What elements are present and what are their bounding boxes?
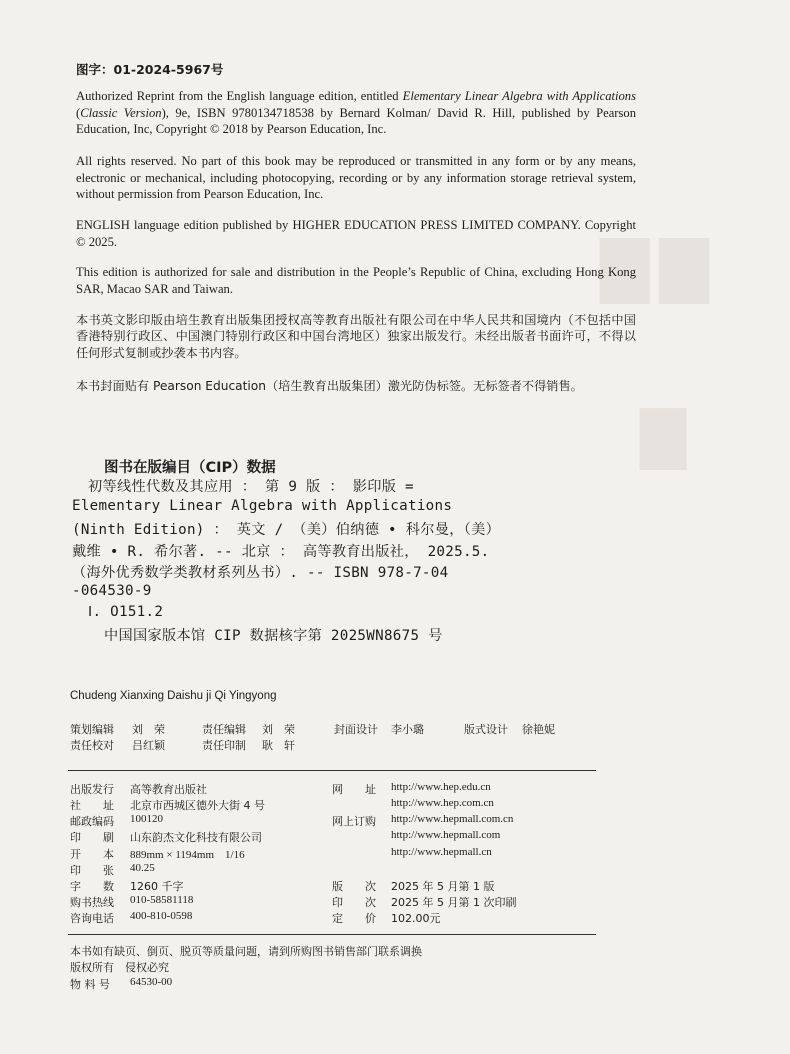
info-value: 1260 千字: [130, 880, 184, 893]
cip-classification: Ⅰ. O151.2: [88, 604, 164, 620]
show-through-shadow: ▇▇: [600, 230, 719, 304]
material-label: 物 料 号: [70, 978, 110, 991]
info-value: 40.25: [130, 862, 155, 874]
staff-name: 徐艳妮: [522, 723, 555, 736]
chinese-authorization-notice: 本书英文影印版由培生教育出版集团授权高等教育出版社有限公司在中华人民共和国境内（不包括中国香港特别行政区、中国澳门特别行政区和中国台湾地区）独家出版发行。未经出版者书面许可，不得以任何形式复制或抄袭本书内容。: [76, 313, 636, 360]
cip-line: Elementary Linear Algebra with Applications: [72, 498, 453, 514]
order-link[interactable]: http://www.hepmall.cn: [391, 846, 492, 858]
cip-data-number: 中国国家版本馆 CIP 数据核字第 2025WN8675 号: [104, 628, 443, 644]
online-order-label: 网上订购: [332, 815, 376, 828]
order-link[interactable]: http://www.hepmall.com.cn: [391, 813, 514, 825]
website-label: 网 址: [332, 783, 376, 796]
website-link[interactable]: http://www.hep.com.cn: [391, 797, 494, 809]
laser-label-notice: 本书封面贴有 Pearson Education（培生教育出版集团）激光防伪标签。无标签者不得销售。: [76, 379, 583, 393]
edition-value: 2025 年 5 月第 1 版: [391, 880, 495, 893]
order-link[interactable]: http://www.hepmall.com: [391, 829, 501, 841]
printing-value: 2025 年 5 月第 1 次印刷: [391, 896, 517, 909]
cip-line: -064530-9: [72, 583, 152, 599]
divider: [68, 770, 596, 771]
info-value: 889mm × 1194mm 1/16: [130, 849, 245, 861]
info-label: 咨询电话: [70, 912, 114, 925]
staff-role: 责任校对: [70, 739, 114, 752]
info-value: 山东韵杰文化科技有限公司: [130, 831, 262, 844]
staff-name: 刘 荣: [132, 723, 165, 736]
defect-notice: 本书如有缺页、倒页、脱页等质量问题，请到所购图书销售部门联系调换: [70, 945, 422, 958]
pinyin-title: Chudeng Xianxing Daishu ji Qi Yingyong: [70, 690, 277, 702]
info-value: 100120: [130, 813, 163, 825]
divider: [68, 934, 596, 935]
staff-role: 封面设计: [334, 723, 378, 736]
staff-role: 版式设计: [464, 723, 508, 736]
edition-label: 版 次: [332, 880, 376, 893]
info-value: 400-810-0598: [130, 910, 193, 922]
staff-role: 策划编辑: [70, 723, 114, 736]
info-label: 邮政编码: [70, 815, 114, 828]
info-label: 出版发行: [70, 783, 114, 796]
price-label: 定 价: [332, 912, 376, 925]
info-label: 社 址: [70, 799, 114, 812]
printing-label: 印 次: [332, 896, 376, 909]
staff-role: 责任编辑: [202, 723, 246, 736]
english-edition-statement: ENGLISH language edition published by HIGHER EDUCATION PRESS LIMITED COMPANY. Copyright © 2025.: [76, 218, 636, 249]
show-through-shadow: ▇: [640, 400, 687, 470]
info-value: 010-58581118: [130, 894, 194, 906]
rights-reserved-statement: All rights reserved. No part of this book may be reproduced or transmitted in any form or by any means, electronic or mechanical, including photocopying, recording or by any information storage retrieval system, without permission from Pearson Education, Inc.: [76, 154, 636, 202]
staff-name: 耿 轩: [262, 739, 295, 752]
info-label: 印 刷: [70, 831, 114, 844]
info-label: 印 张: [70, 864, 114, 877]
info-value: 高等教育出版社: [130, 783, 207, 796]
staff-name: 李小璐: [391, 723, 424, 736]
staff-name: 刘 荣: [262, 723, 295, 736]
cip-line: 初等线性代数及其应用 ： 第 9 版 ： 影印版 =: [88, 479, 414, 495]
info-label: 开 本: [70, 848, 114, 861]
cip-heading: 图书在版编目（CIP）数据: [104, 460, 276, 476]
copyright-notice: 版权所有 侵权必究: [70, 961, 169, 974]
registration-number: 图字：01-2024-5967号: [76, 62, 224, 77]
staff-name: 吕红颖: [132, 739, 165, 752]
material-number: 64530-00: [130, 976, 173, 988]
info-label: 购书热线: [70, 896, 114, 909]
cip-line: (Ninth Edition) ： 英文 / （美）伯纳德 • 科尔曼，（美）: [72, 522, 501, 538]
staff-role: 责任印制: [202, 739, 246, 752]
sale-authorization-statement: This edition is authorized for sale and distribution in the People’s Republic of China, excluding Hong Kong SAR, Macao SAR and Taiwan.: [76, 265, 636, 296]
info-value: 北京市西城区德外大街 4 号: [130, 799, 265, 812]
authorization-statement: Authorized Reprint from the English language edition, entitled Elementary Linear Algebra with Applications (Classic Version), 9e, ISBN 9780134718538 by Bernard Kolman/ David R. Hill, published by Pearson Education, Inc, Copyright © 2018 by Pearson Education, Inc.: [76, 89, 636, 137]
cip-line: （海外优秀数学类教材系列丛书）. -- ISBN 978-7-04: [72, 565, 449, 581]
info-label: 字 数: [70, 880, 114, 893]
price-value: 102.00元: [391, 912, 441, 925]
website-link[interactable]: http://www.hep.edu.cn: [391, 781, 491, 793]
cip-line: 戴维 • R. 希尔著. -- 北京 ： 高等教育出版社， 2025.5.: [72, 544, 490, 560]
